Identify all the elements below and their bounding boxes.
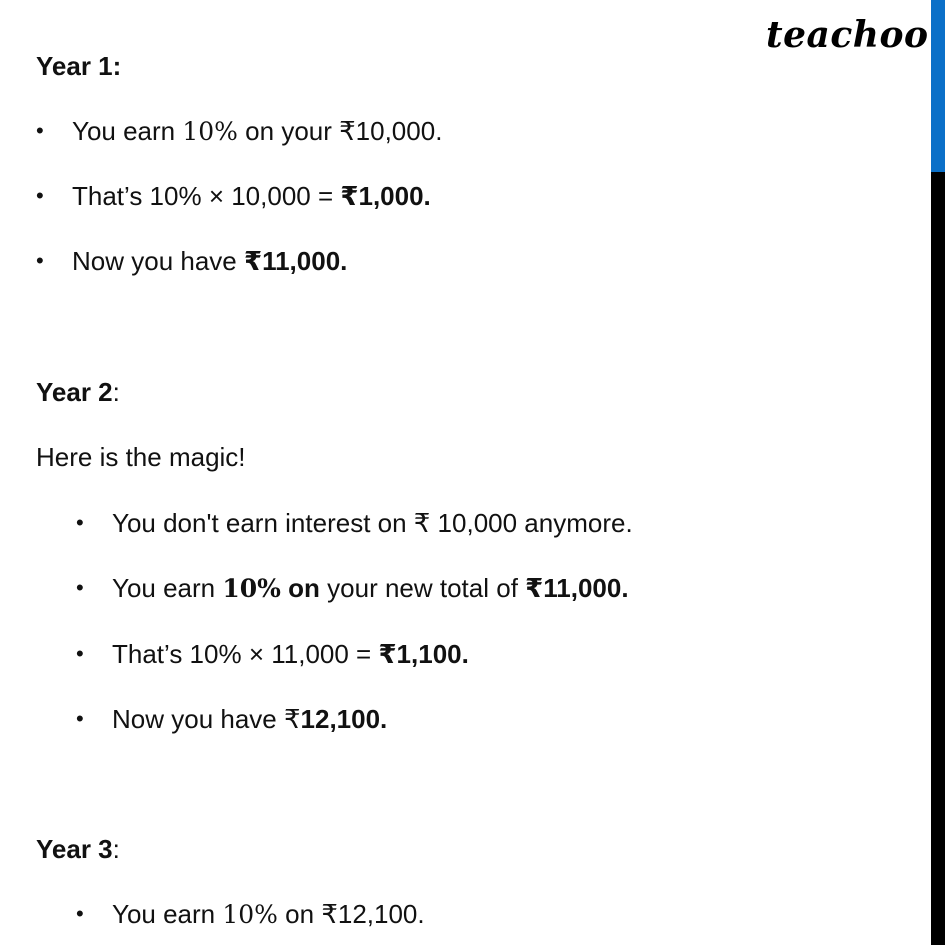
year2-item-2: You earn 10% on your new total of ₹11,000. — [112, 573, 629, 603]
slide-accent-bar — [931, 0, 945, 172]
year2-item-1: You don't earn interest on ₹ 10,000 anymore. — [112, 508, 633, 538]
year1-heading: Year 1: — [36, 51, 122, 81]
bullet-icon: • — [76, 575, 84, 600]
teachoo-logo: teachoo — [766, 14, 929, 56]
bullet-icon: • — [76, 510, 84, 535]
year1-item-1: You earn 10% on your ₹10,000. — [72, 116, 443, 146]
year1-item-3: Now you have ₹11,000. — [72, 246, 348, 276]
year2-item-4: Now you have ₹12,100. — [112, 704, 388, 734]
bullet-icon: • — [76, 901, 84, 926]
year2-item-3: That’s 10% × 11,000 = ₹1,100. — [112, 639, 469, 669]
slide-side-bar — [931, 0, 945, 945]
year3-item-1: You earn 10% on ₹12,100. — [112, 899, 425, 929]
year1-item-2: That’s 10% × 10,000 = ₹1,000. — [72, 181, 431, 211]
year3-title: Year 3 — [36, 834, 113, 864]
bullet-icon: • — [76, 706, 84, 731]
bullet-icon: • — [36, 248, 44, 273]
year2-title: Year 2 — [36, 377, 113, 407]
year2-heading: Year 2: — [36, 377, 120, 407]
bullet-icon: • — [36, 118, 44, 143]
year1-title: Year 1 — [36, 51, 113, 81]
bullet-icon: • — [36, 183, 44, 208]
year3-heading: Year 3: — [36, 834, 120, 864]
year2-intro: Here is the magic! — [36, 442, 246, 472]
bullet-icon: • — [76, 641, 84, 666]
